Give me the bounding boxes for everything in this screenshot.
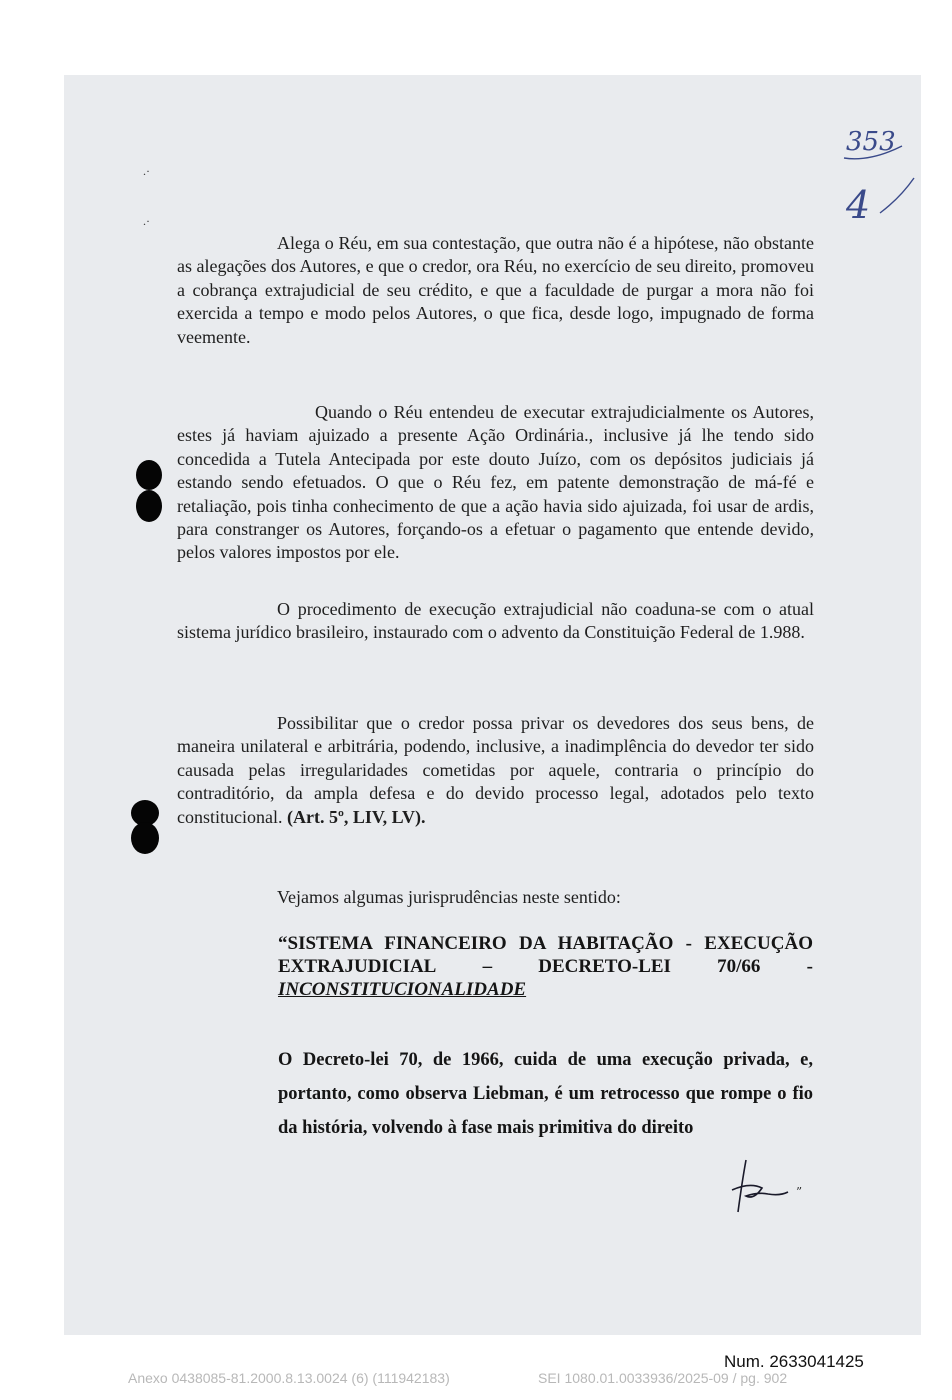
paragraph-1: [177, 232, 814, 349]
paragraph-2-text: Quando o Réu entendeu de executar extrajudicialmente os Autores, estes já haviam ajuizado a presente Ação Ordinária., inclusive já lhe tendo sido concedida a Tutela Antecipada por este douto Juízo, com os depósitos judiciais já estando sendo efetuados. O que o Réu fez, em patente demonstração de má-fé e retaliação, pois tinha conhecimento de que a ação havia sido ajuizada, foi usar de ardis, para constranger os Autores, forçando-os a efetuar o pagamento que entende devido, pelos valores impostos por ele.: [177, 402, 814, 563]
margin-mark: .·: [143, 214, 150, 228]
heading-line-1: “SISTEMA FINANCEIRO DA HABITAÇÃO - EXECUÇÃO: [278, 933, 813, 954]
paragraph-3: [177, 598, 814, 645]
heading-word: -: [806, 956, 813, 977]
jurisprudence-quote-text: O Decreto-lei 70, de 1966, cuida de uma execução privada, e, portanto, como observa Liebman, é um retrocesso que rompe o fio da história, volvendo à fase mais primitiva do direito: [278, 1050, 813, 1138]
heading-word: EXTRAJUDICIAL: [278, 956, 437, 977]
paragraph-3-text: O procedimento de execução extrajudicial não coaduna-se com o atual sistema jurídico brasileiro, instaurado com o advento da Constituição Federal de 1.988.: [177, 599, 814, 643]
punch-hole: [136, 460, 162, 490]
paragraph-1-text: Alega o Réu, em sua contestação, que outra não é a hipótese, não obstante as alegações dos Autores, e que o credor, ora Réu, no exercício de seu direito, promoveu a cobrança extrajudicial de seu crédito, e que a faculdade de purgar a mora não foi exercida a tempo e modo pelos Autores, o que fica, desde logo, impugnado de forma veemente.: [177, 233, 814, 347]
jurisprudence-intro-text: Vejamos algumas jurisprudências neste sentido:: [277, 887, 621, 907]
punch-hole: [131, 822, 159, 854]
signature: [728, 1152, 818, 1222]
jurisprudence-heading: [278, 932, 813, 1001]
heading-line-2: [278, 955, 813, 978]
signature-suffix: ”: [796, 1185, 803, 1199]
jurisprudence-intro: [177, 886, 814, 909]
page-number-text: 353: [846, 127, 896, 157]
paragraph-4: [177, 712, 814, 829]
margin-mark: .·: [143, 164, 150, 178]
heading-word: –: [482, 956, 493, 977]
paragraph-4-text: Possibilitar que o credor possa privar os devedores dos seus bens, de maneira unilateral e arbitrária, podendo, inclusive, a inadimplência do devedor ter sido causada pelas irregularidades cometidas por aquele, contraria o princípio do contraditório, da ampla defesa e do devido processo legal, adotados pelo texto constitucional.: [177, 713, 814, 827]
jurisprudence-quote: [278, 1043, 813, 1145]
constitution-citation: (Art. 5º, LIV, LV).: [286, 806, 426, 827]
punch-hole: [136, 490, 162, 522]
heading-line-3: [278, 978, 813, 1001]
paragraph-2: [177, 401, 814, 565]
sei-reference: SEI 1080.01.0033936/2025-09 / pg. 902: [538, 1370, 788, 1386]
heading-word: 70/66: [717, 956, 761, 977]
heading-unconstitutionality: INCONSTITUCIONALIDADE: [278, 979, 527, 1000]
document-number: Num. 2633041425: [724, 1352, 864, 1371]
handwritten-page-number: [840, 118, 920, 228]
annex-reference: Anexo 0438085-81.2000.8.13.0024 (6) (111942183): [128, 1370, 450, 1386]
initial-text: 4: [846, 183, 871, 227]
heading-word: DECRETO-LEI: [538, 956, 671, 977]
